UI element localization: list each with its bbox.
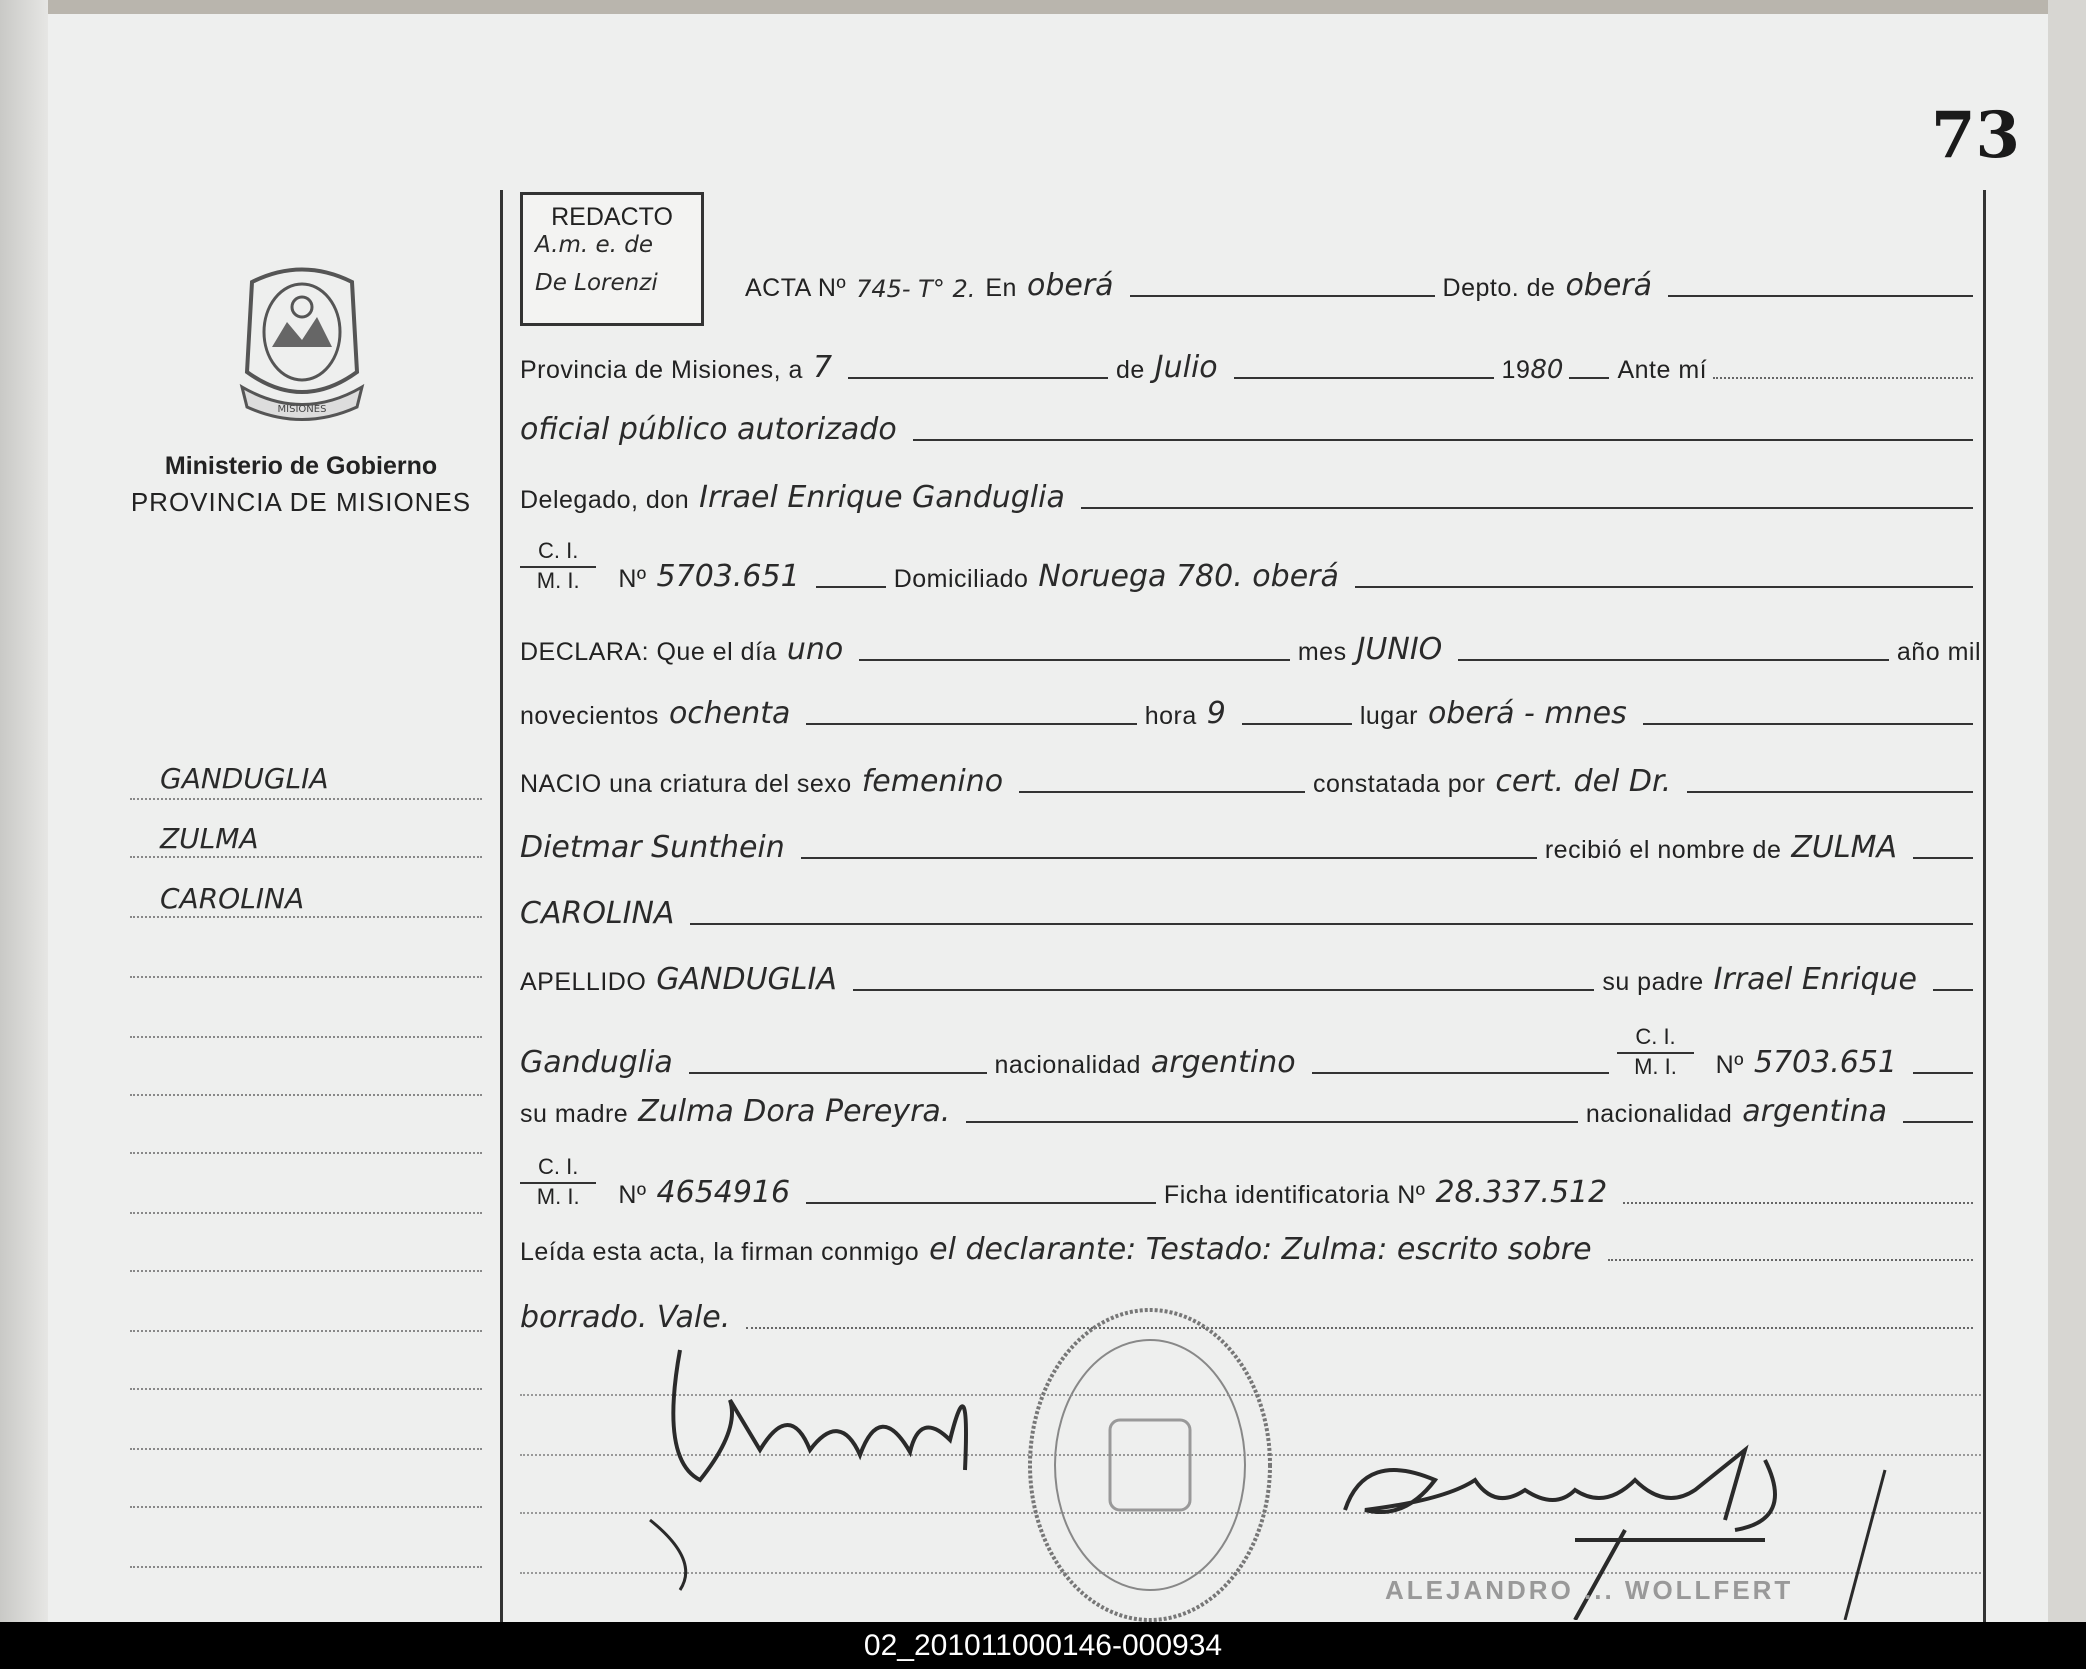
- fill-line: [1913, 857, 1973, 859]
- fill-line: [746, 1327, 1973, 1329]
- fill-line: [1668, 295, 1973, 297]
- fill-line: [1687, 791, 1973, 793]
- province-crest-icon: [232, 262, 372, 422]
- novecientos-label: novecientos: [520, 702, 659, 730]
- en-value: oberá: [1026, 268, 1114, 303]
- margin-firstname: ZULMA: [160, 822, 259, 855]
- nombre1-value: ZULMA: [1791, 830, 1897, 865]
- ficha-label: Ficha identificatoria Nº: [1163, 1181, 1426, 1209]
- depto-label: Depto. de: [1442, 274, 1556, 302]
- fill-line: [1643, 723, 1973, 725]
- row-leida: [520, 1232, 1981, 1267]
- fill-line: [1903, 1121, 1973, 1123]
- fill-line: [1623, 1202, 1973, 1204]
- page-top-edge: [0, 0, 2086, 14]
- recibio-label: recibió el nombre de: [1544, 836, 1782, 864]
- domicilio-value: Noruega 780. oberá: [1038, 559, 1339, 594]
- anio-prefix: 19: [1501, 356, 1531, 384]
- mi-label: M. I.: [536, 568, 580, 593]
- fill-line: [966, 1121, 1578, 1123]
- margin-line: [130, 1212, 482, 1214]
- provincia-label: Provincia de Misiones, a: [520, 356, 803, 384]
- margin-line: [130, 1152, 482, 1154]
- padre-label: su padre: [1602, 968, 1704, 996]
- delegado-doc: 5703.651: [656, 559, 800, 594]
- ci-mi-fraction: [520, 538, 596, 594]
- declarant-signature: [620, 1340, 1050, 1600]
- mes-value: Julio: [1154, 350, 1218, 385]
- leida-label: Leída esta acta, la firman conmigo: [520, 1238, 920, 1266]
- redacto-title: REDACTO: [551, 203, 673, 231]
- ci-label: C. I.: [520, 538, 596, 568]
- fill-line: [1569, 377, 1609, 379]
- delegado-name: Irrael Enrique Ganduglia: [699, 480, 1065, 515]
- row-nombre2: [520, 896, 1981, 931]
- fill-line: [859, 659, 1290, 661]
- official-stamp-icon: [1020, 1300, 1280, 1630]
- apellido-label: APELLIDO: [520, 968, 647, 996]
- fill-line: [1458, 659, 1889, 661]
- fill-line: [801, 857, 1537, 859]
- fill-line: [806, 1202, 1156, 1204]
- fill-line: [1242, 723, 1352, 725]
- padre2-value: Ganduglia: [520, 1045, 673, 1080]
- row-novecientos: [520, 696, 1981, 731]
- anio-texto: ochenta: [668, 696, 791, 731]
- nombre2-value: CAROLINA: [520, 896, 675, 931]
- row-acta: [745, 268, 1981, 303]
- redacto-box: [520, 192, 704, 326]
- madre-value: Zulma Dora Pereyra.: [638, 1094, 951, 1129]
- margin-line: [130, 1388, 482, 1390]
- anio-suffix: 80: [1530, 355, 1564, 385]
- madre-label: su madre: [520, 1100, 629, 1128]
- margin-line: [130, 1036, 482, 1038]
- padre-doc: 5703.651: [1753, 1045, 1898, 1080]
- row-delegado: [520, 480, 1981, 515]
- margin-line: [130, 1448, 482, 1450]
- row-ficha: [520, 1154, 1981, 1210]
- page-right-edge: [2048, 0, 2086, 1622]
- depto-value: oberá: [1565, 268, 1653, 303]
- leida2-value: borrado. Vale.: [520, 1300, 731, 1335]
- mi-label: M. I.: [1634, 1054, 1677, 1079]
- anio-mil-label: año mil: [1896, 638, 1981, 666]
- fill-line: [1081, 507, 1973, 509]
- margin-line: [130, 1506, 482, 1508]
- redacto-line1: A.m. e. de: [535, 232, 654, 258]
- constatada-label: constatada por: [1313, 770, 1486, 798]
- no-label: Nº: [1715, 1051, 1744, 1079]
- constatada-value: cert. del Dr.: [1495, 764, 1672, 799]
- row-apellido: [520, 962, 1981, 997]
- margin-surname: GANDUGLIA: [160, 762, 329, 795]
- margin-line: [130, 976, 482, 978]
- fill-line: [1312, 1072, 1610, 1074]
- fill-line: [1913, 1072, 1973, 1074]
- fill-line: [1355, 586, 1973, 588]
- no-label: Nº: [618, 565, 647, 593]
- row-declara: [520, 632, 1981, 667]
- fill-line: [1713, 377, 1973, 379]
- ministry-heading: [126, 452, 476, 518]
- fill-line: [848, 377, 1108, 379]
- acta-number: 745- T° 2.: [856, 275, 976, 303]
- fill-line: [1234, 377, 1494, 379]
- row-padre: [520, 1024, 1981, 1080]
- padre-nac: argentino: [1150, 1045, 1296, 1080]
- page-number: 73: [1930, 98, 2020, 173]
- row-madre: [520, 1094, 1981, 1129]
- official-name-stamp: ALEJANDRO ... WOLLFERT: [1385, 1575, 1794, 1605]
- ci-label: C. I.: [1617, 1024, 1693, 1054]
- declara-dia: uno: [786, 632, 844, 667]
- delegado-label: Delegado, don: [520, 486, 690, 514]
- sexo-value: femenino: [861, 764, 1004, 799]
- fill-line: [1608, 1259, 1973, 1261]
- svg-text:MISIONES: MISIONES: [277, 404, 327, 415]
- margin-line: [130, 1566, 482, 1568]
- margin-line: [130, 916, 482, 918]
- lugar-value: oberá - mnes: [1427, 696, 1627, 731]
- oficial-value: oficial público autorizado: [520, 412, 897, 447]
- margin-line: [130, 798, 482, 800]
- declara-mes: JUNIO: [1356, 632, 1443, 667]
- apellido-value: GANDUGLIA: [656, 962, 837, 997]
- row-nacio: [520, 764, 1981, 799]
- de-label: de: [1115, 356, 1145, 384]
- mes-label: mes: [1297, 638, 1347, 666]
- dia-value: 7: [812, 350, 833, 385]
- nacio-label: NACIO una criatura del sexo: [520, 770, 852, 798]
- scan-id-footer: 02_201011000146-000934: [0, 1622, 2086, 1669]
- row-oficial: [520, 412, 1981, 447]
- ante-label: Ante mí: [1617, 356, 1708, 384]
- fill-line: [689, 1072, 987, 1074]
- province-name: PROVINCIA DE MISIONES: [130, 487, 472, 517]
- padre1-value: Irrael Enrique: [1713, 962, 1917, 997]
- fill-line: [690, 923, 1973, 925]
- madre-doc: 4654916: [656, 1175, 791, 1210]
- leida1-value: el declarante: Testado: Zulma: escrito sobre: [929, 1232, 1592, 1267]
- declara-label: DECLARA: Que el día: [520, 638, 777, 666]
- domicilio-label: Domiciliado: [893, 565, 1029, 593]
- mi-label: M. I.: [536, 1184, 580, 1209]
- margin-secondname: CAROLINA: [160, 882, 305, 915]
- row-provincia: [520, 350, 1981, 385]
- fill-line: [1933, 989, 1973, 991]
- en-label: En: [985, 274, 1017, 302]
- row-medico: [520, 830, 1981, 865]
- binding-shadow: [0, 0, 48, 1622]
- no-label: Nº: [618, 1181, 647, 1209]
- fill-line: [1019, 791, 1305, 793]
- ci-label: C. I.: [520, 1154, 596, 1184]
- ci-mi-fraction: [1617, 1024, 1693, 1080]
- lugar-label: lugar: [1359, 702, 1418, 730]
- nacionalidad-label: nacionalidad: [1585, 1100, 1733, 1128]
- fill-line: [806, 723, 1136, 725]
- margin-line: [130, 1270, 482, 1272]
- hora-value: 9: [1206, 696, 1226, 731]
- margin-line: [130, 1094, 482, 1096]
- margin-line: [130, 1330, 482, 1332]
- row-domicilio: [520, 538, 1981, 594]
- ci-mi-fraction: [520, 1154, 596, 1210]
- redacto-line2: De Lorenzi: [535, 270, 658, 296]
- margin-line: [130, 856, 482, 858]
- medico-value: Dietmar Sunthein: [520, 830, 785, 865]
- hora-label: hora: [1144, 702, 1197, 730]
- madre-nac: argentina: [1742, 1094, 1887, 1129]
- acta-label: ACTA Nº: [745, 274, 847, 302]
- fill-line: [1130, 295, 1435, 297]
- fill-line: [816, 586, 886, 588]
- ministry-name: Ministerio de Gobierno: [164, 452, 438, 480]
- fill-line: [853, 989, 1594, 991]
- fill-line: [913, 439, 1973, 441]
- nacionalidad-label: nacionalidad: [994, 1051, 1141, 1079]
- ficha-value: 28.337.512: [1435, 1175, 1608, 1210]
